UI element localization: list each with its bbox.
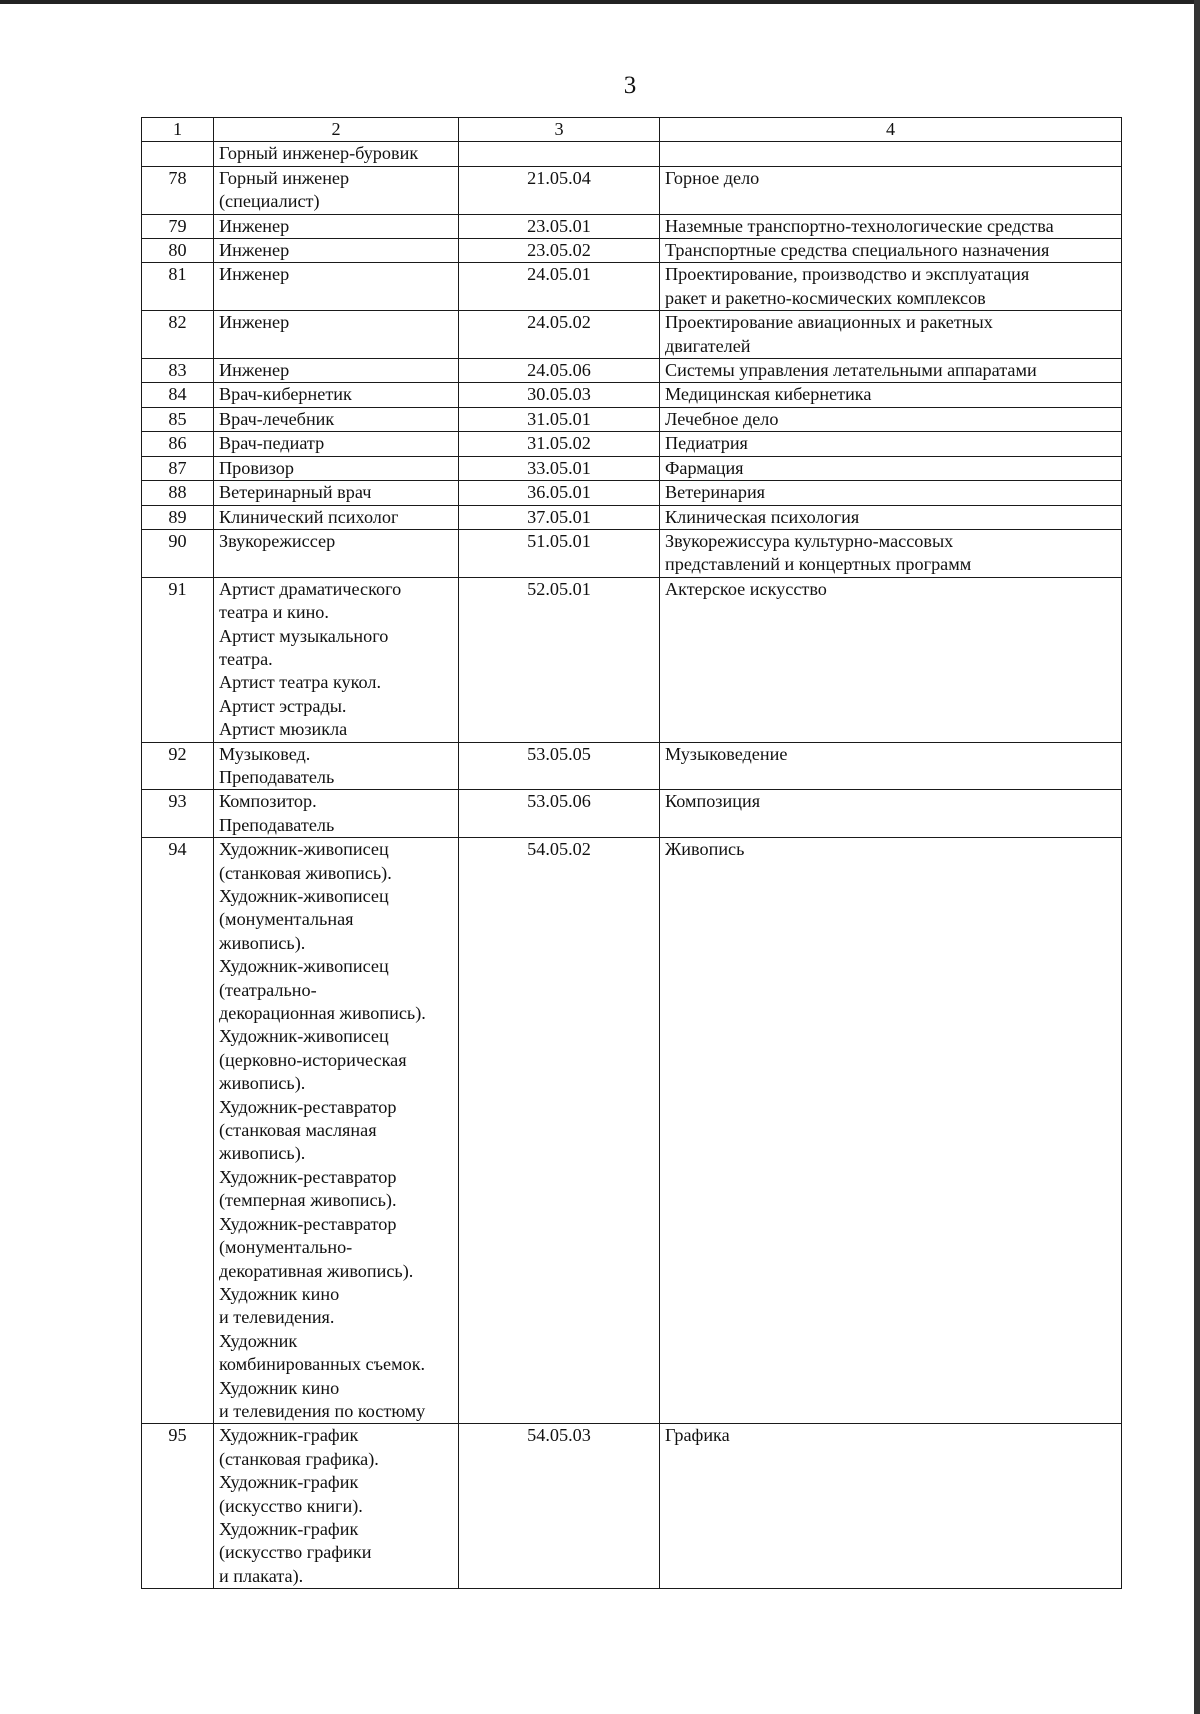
row-number: 80 — [142, 239, 214, 263]
table-row — [142, 432, 1122, 456]
qualification-name: Врач-педиатр — [214, 432, 459, 456]
table-row — [142, 311, 1122, 359]
specialty-code: 23.05.02 — [459, 239, 660, 263]
row-number: 95 — [142, 1424, 214, 1589]
specialty-code: 54.05.02 — [459, 838, 660, 1424]
row-number: 78 — [142, 166, 214, 214]
specialty-code: 52.05.01 — [459, 577, 660, 742]
header-col-2: 2 — [214, 118, 459, 142]
specialty-name: Проектирование, производство и эксплуатация ракет и ракетно-космических комплексов — [660, 263, 1122, 311]
qualification-name: Артист драматического театра и кино. Артист музыкального театра. Артист театра кукол. Артист эстрады. Артист мюзикла — [214, 577, 459, 742]
specialty-code: 53.05.05 — [459, 742, 660, 790]
qualification-name: Художник-график (станковая графика). Художник-график (искусство книги). Художник-график (искусство графики и плаката). — [214, 1424, 459, 1589]
table-row — [142, 142, 1122, 166]
qualification-name: Инженер — [214, 263, 459, 311]
specialty-code: 24.05.01 — [459, 263, 660, 311]
specialty-name: Графика — [660, 1424, 1122, 1589]
row-number: 82 — [142, 311, 214, 359]
qualification-name: Художник-живописец (станковая живопись). Художник-живописец (монументальная живопись). Художник-живописец (театрально- декорационная живопись). Художник-живописец (церковно-историческая живопись). Художник-реставратор (станковая масляная живопись). Художник-реставратор (темперная живопись). Художник-реставратор (монументально- декоративная живопись). Художник кино и телевидения. Художник комбинированных съемок. Художник кино и телевидения по костюму — [214, 838, 459, 1424]
specialty-code: 30.05.03 — [459, 383, 660, 407]
row-number: 87 — [142, 456, 214, 480]
specialty-name: Композиция — [660, 790, 1122, 838]
specialty-code: 33.05.01 — [459, 456, 660, 480]
qualification-name: Клинический психолог — [214, 505, 459, 529]
row-number: 88 — [142, 481, 214, 505]
row-number: 79 — [142, 214, 214, 238]
qualification-name: Горный инженер (специалист) — [214, 166, 459, 214]
specialty-code: 51.05.01 — [459, 529, 660, 577]
specialty-code: 37.05.01 — [459, 505, 660, 529]
specialty-name: Музыковедение — [660, 742, 1122, 790]
specialty-name: Лечебное дело — [660, 407, 1122, 431]
row-number: 93 — [142, 790, 214, 838]
qualification-name: Врач-кибернетик — [214, 383, 459, 407]
specialty-name: Педиатрия — [660, 432, 1122, 456]
table-row — [142, 1424, 1122, 1589]
specialty-name: Живопись — [660, 838, 1122, 1424]
specialty-code: 53.05.06 — [459, 790, 660, 838]
row-number: 89 — [142, 505, 214, 529]
specialty-name: Системы управления летательными аппаратами — [660, 359, 1122, 383]
row-number: 94 — [142, 838, 214, 1424]
specialty-code: 24.05.06 — [459, 359, 660, 383]
page-number: 3 — [623, 72, 637, 99]
qualification-name: Ветеринарный врач — [214, 481, 459, 505]
row-number: 81 — [142, 263, 214, 311]
table-row — [142, 529, 1122, 577]
specialties-table — [141, 117, 1122, 1589]
specialty-code: 36.05.01 — [459, 481, 660, 505]
specialty-name — [660, 142, 1122, 166]
table-row — [142, 239, 1122, 263]
qualification-name: Инженер — [214, 311, 459, 359]
specialty-name: Актерское искусство — [660, 577, 1122, 742]
table-row — [142, 359, 1122, 383]
row-number: 90 — [142, 529, 214, 577]
specialty-code: 23.05.01 — [459, 214, 660, 238]
qualification-name: Инженер — [214, 214, 459, 238]
table-row — [142, 263, 1122, 311]
header-col-3: 3 — [459, 118, 660, 142]
row-number: 85 — [142, 407, 214, 431]
specialty-name: Медицинская кибернетика — [660, 383, 1122, 407]
specialty-name: Горное дело — [660, 166, 1122, 214]
qualification-name: Инженер — [214, 359, 459, 383]
specialty-code: 31.05.02 — [459, 432, 660, 456]
scan-top-border — [0, 0, 1200, 4]
table-header-row — [142, 118, 1122, 142]
qualification-name: Музыковед. Преподаватель — [214, 742, 459, 790]
qualification-name: Врач-лечебник — [214, 407, 459, 431]
specialty-name: Клиническая психология — [660, 505, 1122, 529]
table-row — [142, 505, 1122, 529]
table-row — [142, 790, 1122, 838]
table-row — [142, 456, 1122, 480]
table-row — [142, 577, 1122, 742]
table-row — [142, 214, 1122, 238]
row-number: 86 — [142, 432, 214, 456]
qualification-name: Звукорежиссер — [214, 529, 459, 577]
header-col-4: 4 — [660, 118, 1122, 142]
qualification-name: Провизор — [214, 456, 459, 480]
specialty-name: Проектирование авиационных и ракетных двигателей — [660, 311, 1122, 359]
table-row — [142, 838, 1122, 1424]
row-number: 83 — [142, 359, 214, 383]
specialty-name: Наземные транспортно-технологические средства — [660, 214, 1122, 238]
header-col-1: 1 — [142, 118, 214, 142]
specialty-code: 54.05.03 — [459, 1424, 660, 1589]
specialty-name: Фармация — [660, 456, 1122, 480]
row-number: 91 — [142, 577, 214, 742]
specialty-code: 31.05.01 — [459, 407, 660, 431]
scan-right-border — [1194, 0, 1200, 1714]
qualification-name: Инженер — [214, 239, 459, 263]
table-row — [142, 383, 1122, 407]
table-row — [142, 407, 1122, 431]
specialty-name: Транспортные средства специального назначения — [660, 239, 1122, 263]
qualification-name: Композитор. Преподаватель — [214, 790, 459, 838]
specialty-code — [459, 142, 660, 166]
specialty-code: 21.05.04 — [459, 166, 660, 214]
row-number — [142, 142, 214, 166]
row-number: 84 — [142, 383, 214, 407]
specialty-code: 24.05.02 — [459, 311, 660, 359]
table-row — [142, 166, 1122, 214]
table-row — [142, 742, 1122, 790]
row-number: 92 — [142, 742, 214, 790]
specialty-name: Ветеринария — [660, 481, 1122, 505]
qualification-name: Горный инженер-буровик — [214, 142, 459, 166]
specialty-name: Звукорежиссура культурно-массовых представлений и концертных программ — [660, 529, 1122, 577]
table-row — [142, 481, 1122, 505]
